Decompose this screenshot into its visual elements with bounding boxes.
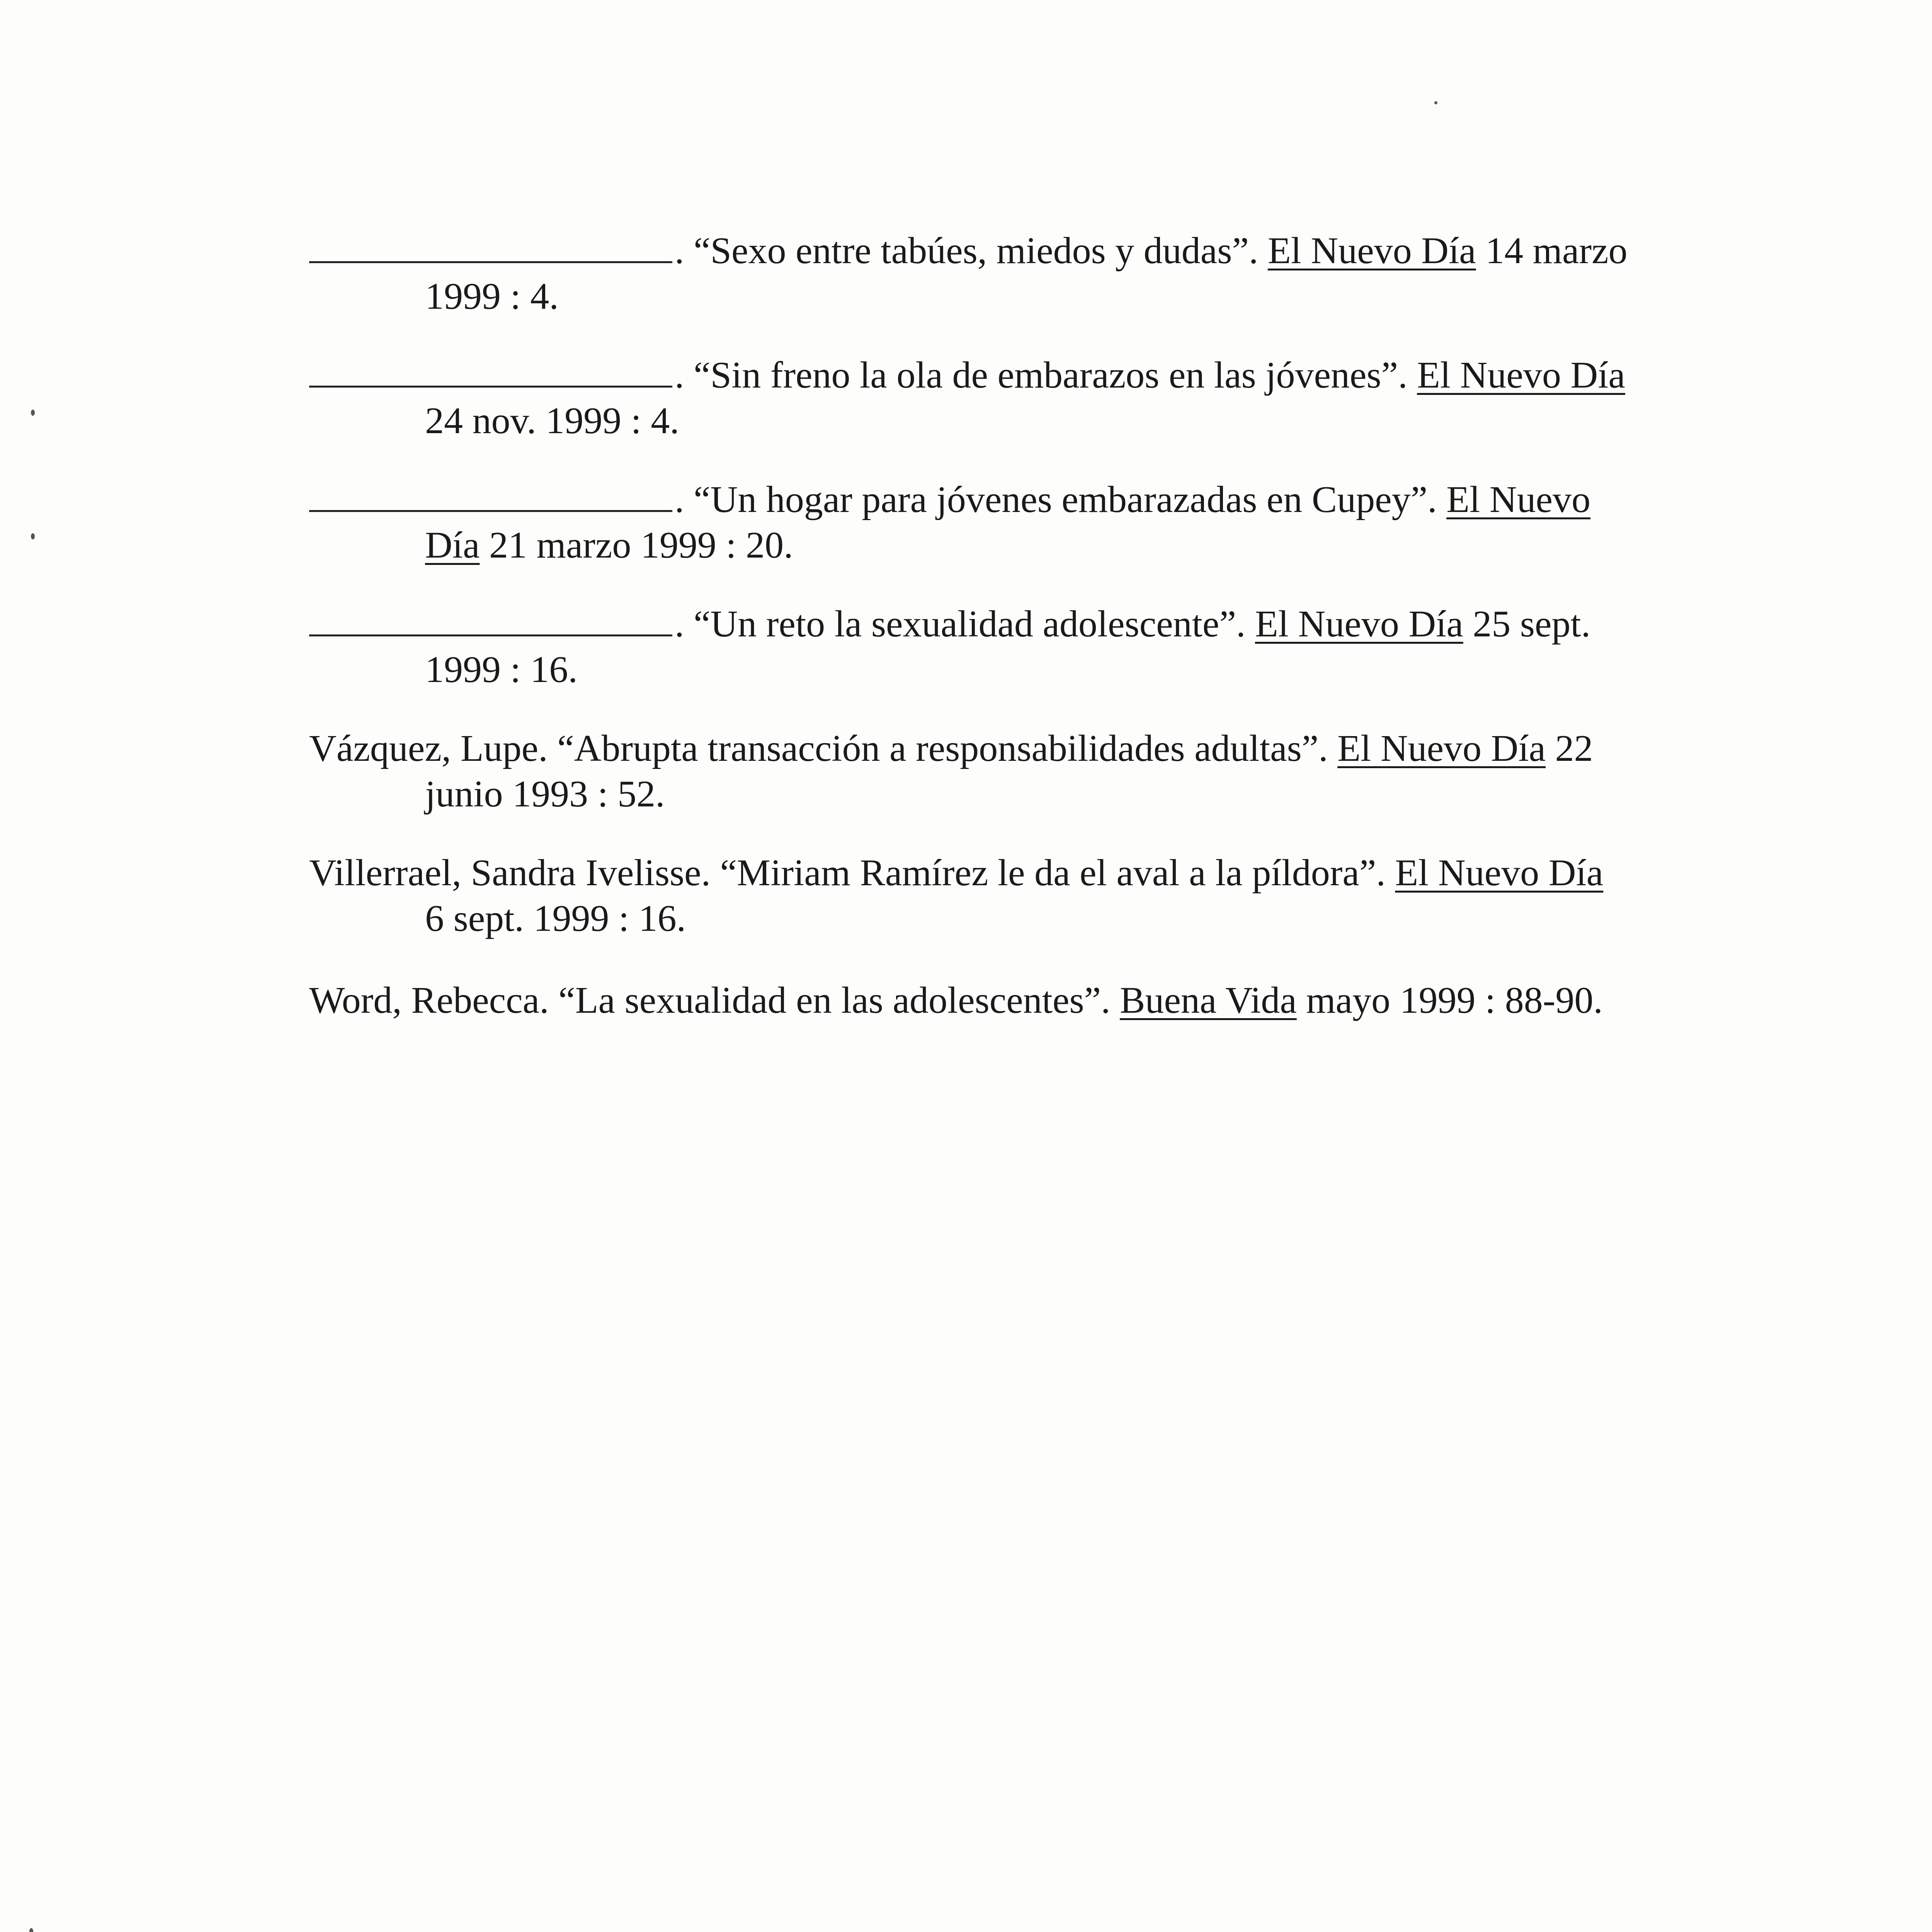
publication-title: El Nuevo Día <box>1395 852 1604 894</box>
bibliography-entry <box>309 352 1700 444</box>
repeated-author-dash <box>309 261 672 263</box>
scan-speck <box>1434 101 1437 104</box>
bibliography-entry <box>309 228 1700 319</box>
publication-title: El Nuevo <box>1446 479 1591 520</box>
bibliography-entry <box>309 978 1700 1023</box>
publication-title: El Nuevo Día <box>1417 354 1626 396</box>
entry-first-line: . “Sexo entre tabúes, miedos y dudas”. El Nuevo Día 14 marzo <box>309 228 1700 274</box>
entry-first-line: Vázquez, Lupe. “Abrupta transacción a responsabilidades adultas”. El Nuevo Día 22 <box>309 728 1593 769</box>
repeated-author-dash <box>309 510 672 512</box>
scan-speck <box>29 1928 33 1932</box>
scan-speck <box>31 410 35 416</box>
entry-first-line: . “Un hogar para jóvenes embarazadas en Cupey”. El Nuevo <box>309 477 1700 522</box>
entry-first-line: . “Sin freno la ola de embarazos en las jóvenes”. El Nuevo Día <box>309 352 1700 398</box>
scan-speck <box>31 533 35 539</box>
entry-continuation-line: 24 nov. 1999 : 4. <box>425 400 679 442</box>
bibliography-entry <box>309 477 1700 568</box>
entry-first-line: Word, Rebecca. “La sexualidad en las adolescentes”. Buena Vida mayo 1999 : 88-90. <box>309 980 1603 1021</box>
publication-title: El Nuevo Día <box>1337 728 1546 769</box>
publication-title: Día <box>425 524 480 566</box>
repeated-author-dash <box>309 386 672 388</box>
bibliography-entry <box>309 850 1700 941</box>
repeated-author-dash <box>309 634 672 636</box>
entry-first-line: Villerrael, Sandra Ivelisse. “Miriam Ramírez le da el aval a la píldora”. El Nuevo Día <box>309 852 1604 894</box>
publication-title: Buena Vida <box>1120 980 1297 1021</box>
publication-title: El Nuevo Día <box>1267 230 1476 272</box>
entry-continuation-line: junio 1993 : 52. <box>425 773 665 815</box>
entry-continuation-line: Día 21 marzo 1999 : 20. <box>425 524 793 566</box>
entry-continuation-line: 6 sept. 1999 : 16. <box>425 898 686 939</box>
entry-continuation-line: 1999 : 4. <box>425 276 559 317</box>
entry-continuation-line: 1999 : 16. <box>425 649 578 690</box>
entry-first-line: . “Un reto la sexualidad adolescente”. El Nuevo Día 25 sept. <box>309 601 1700 647</box>
bibliography-entry <box>309 726 1700 817</box>
bibliography-entry <box>309 601 1700 692</box>
publication-title: El Nuevo Día <box>1255 603 1463 645</box>
